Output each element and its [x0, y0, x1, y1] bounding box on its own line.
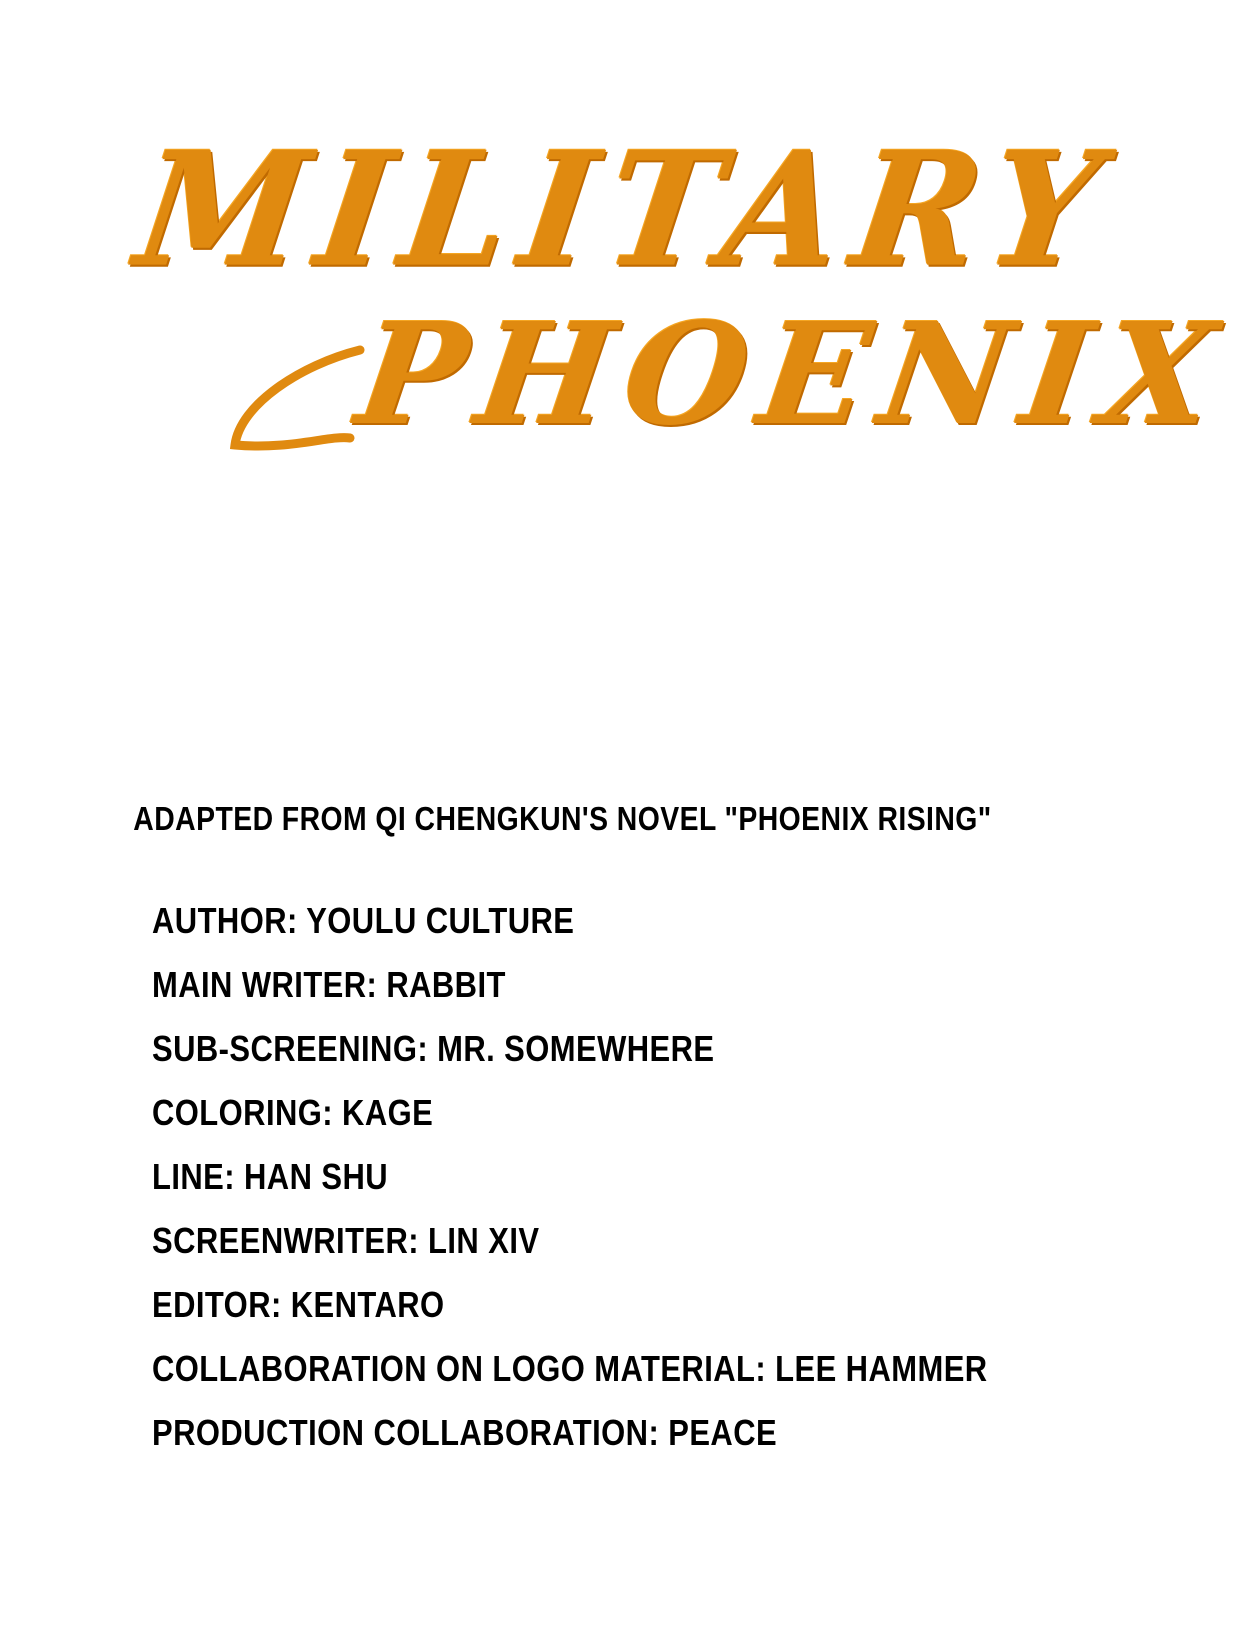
credit-coloring: COLORING: KAGE — [152, 1092, 434, 1133]
credit-screenwriter: SCREENWRITER: LIN XIV — [152, 1220, 540, 1261]
credit-main-writer: MAIN WRITER: RABBIT — [152, 964, 506, 1005]
credit-author: AUTHOR: YOULU CULTURE — [152, 900, 575, 941]
credit-line: LINE: HAN SHU — [152, 1156, 389, 1197]
credit-sub-screening: SUB-SCREENING: MR. SOMEWHERE — [152, 1028, 715, 1069]
logo-text-line-1: MILITARY — [127, 117, 1124, 303]
credits-list — [152, 896, 1124, 1472]
title-logo — [127, 117, 1238, 485]
logo-text-line-2: PHOENIX — [348, 293, 1238, 457]
credit-production: PRODUCTION COLLABORATION: PEACE — [152, 1412, 778, 1453]
credit-editor: EDITOR: KENTARO — [152, 1284, 445, 1325]
credit-logo-material: COLLABORATION ON LOGO MATERIAL: LEE HAMMER — [152, 1348, 988, 1389]
adaptation-note: ADAPTED FROM QI CHENGKUN'S NOVEL "PHOENIX RISING" — [133, 800, 992, 837]
logo-brush-stroke — [180, 310, 370, 430]
